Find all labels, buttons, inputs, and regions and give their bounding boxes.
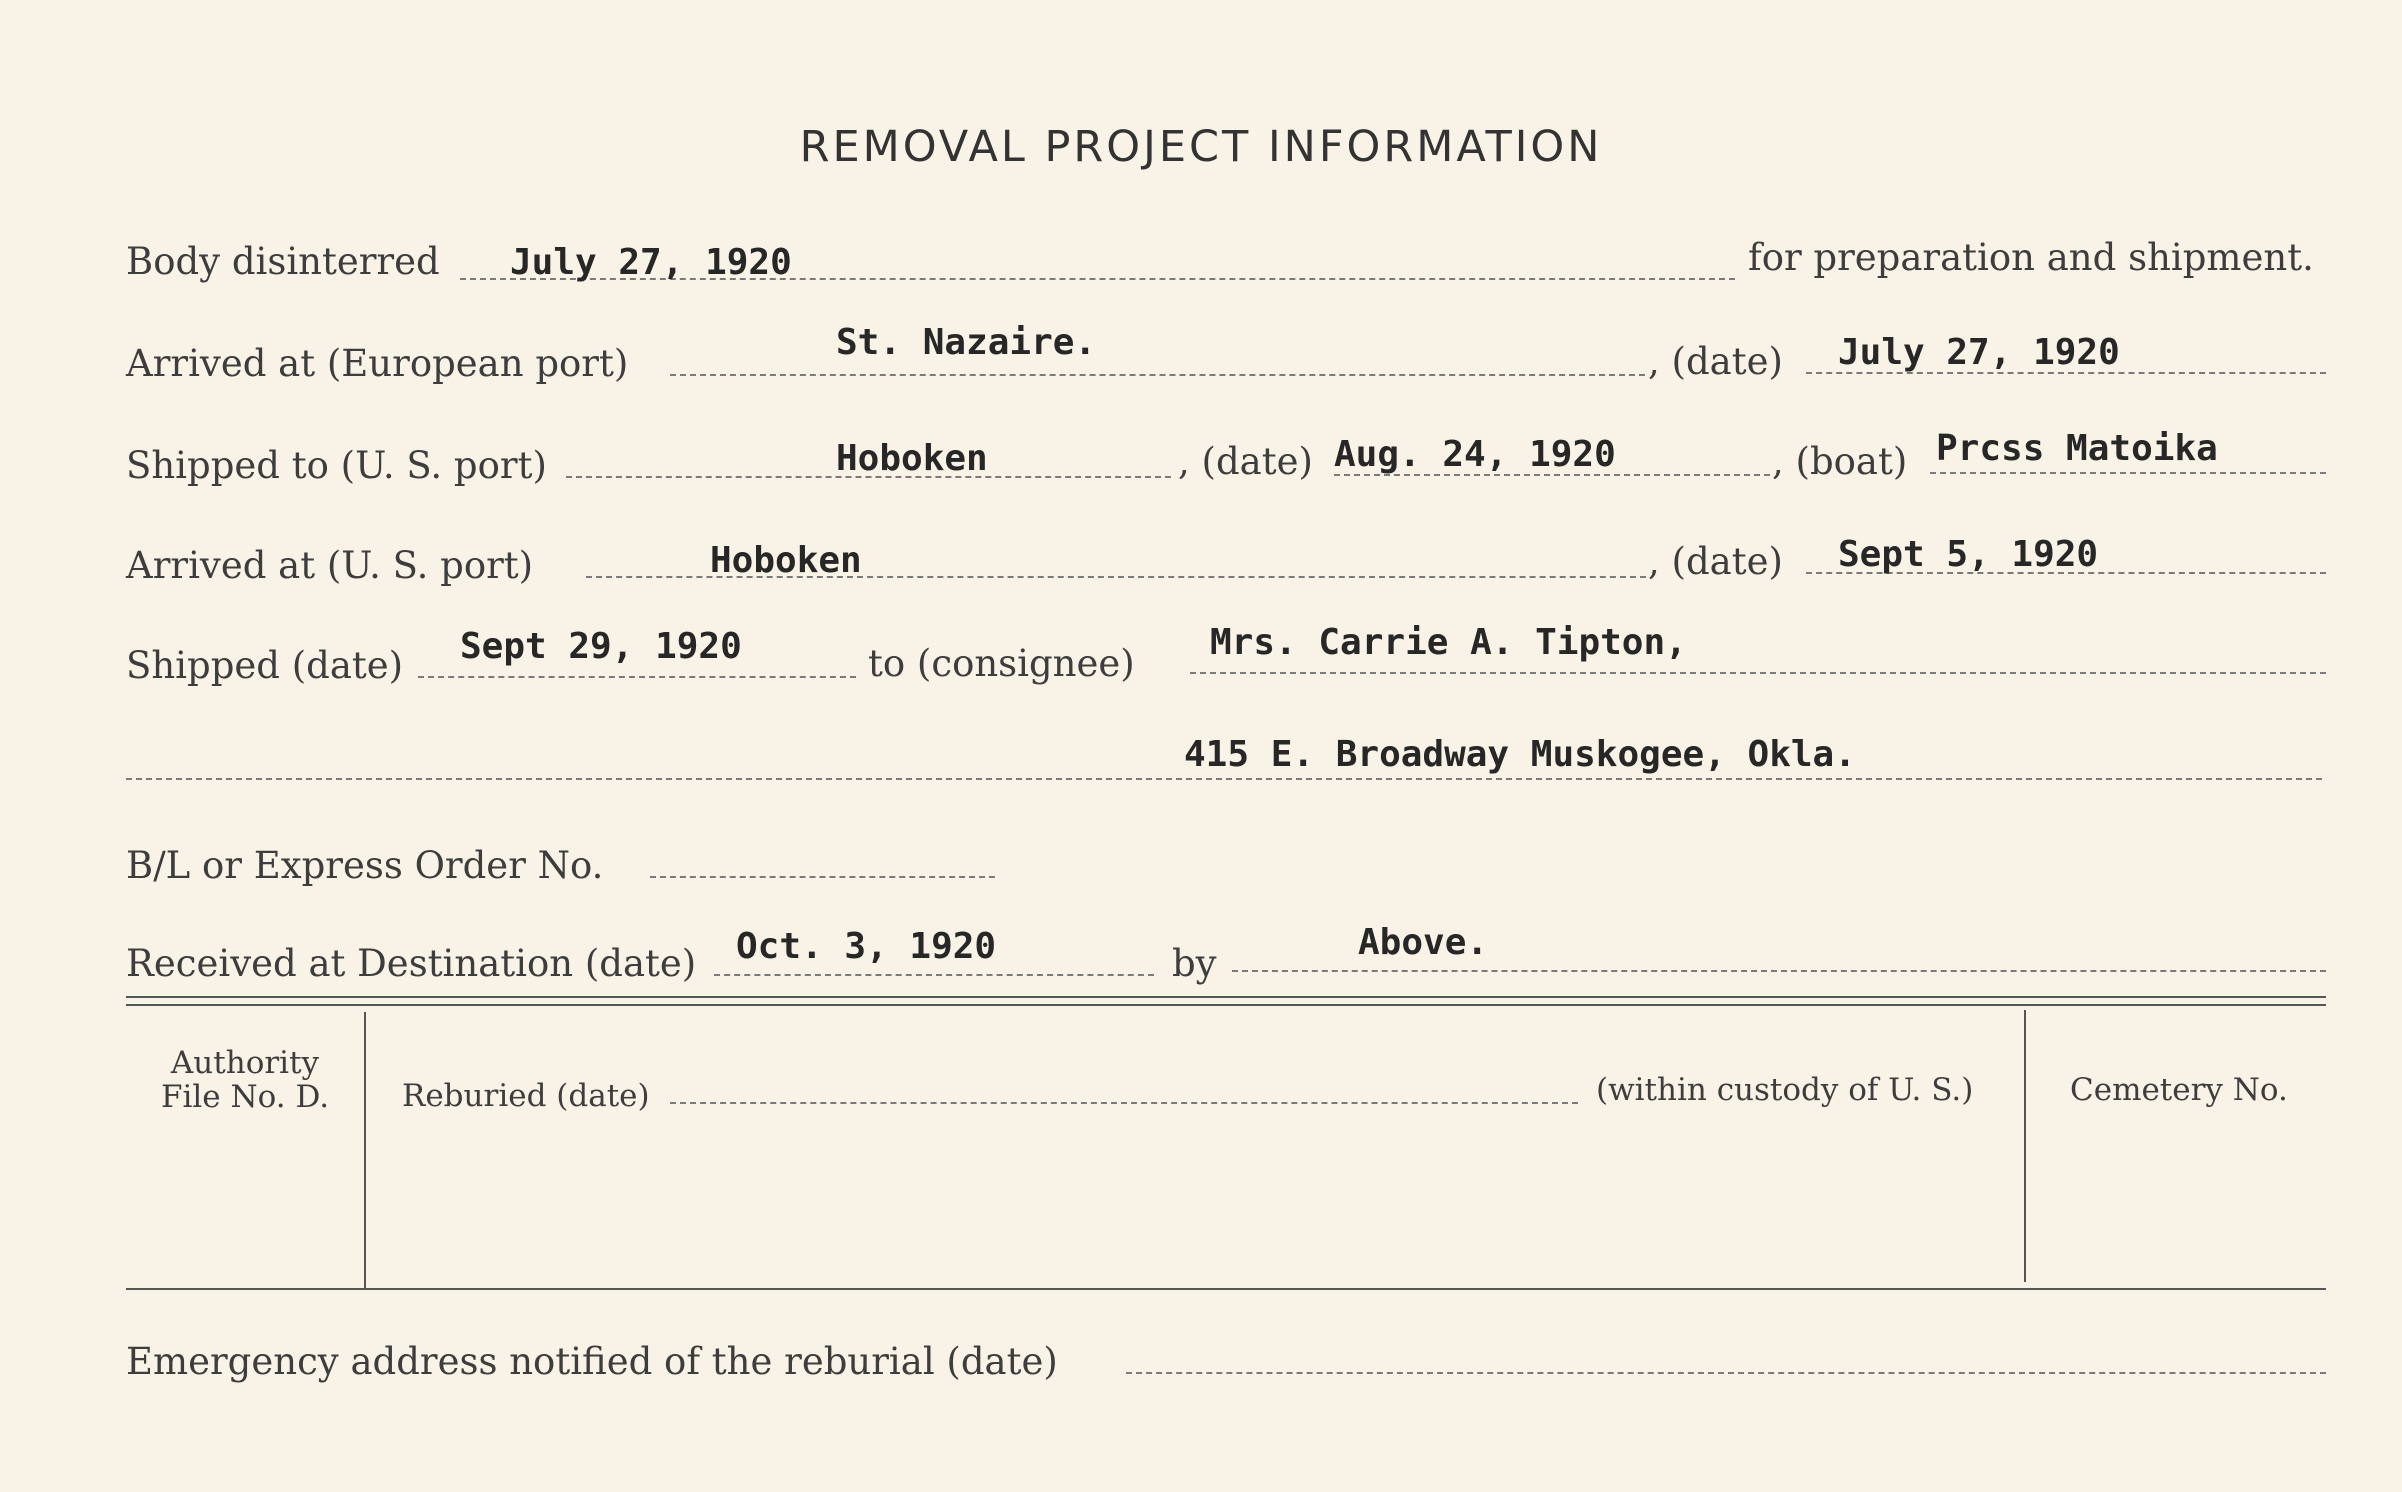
received-by-label: by bbox=[1172, 942, 1217, 985]
shipped-date-value: Sept 29, 1920 bbox=[460, 626, 742, 667]
authority-label bbox=[126, 1046, 364, 1114]
consignee-line bbox=[1190, 672, 2326, 674]
reburied-label: Reburied (date) bbox=[402, 1078, 650, 1114]
cemetery-label: Cemetery No. bbox=[2070, 1072, 2288, 1108]
arrived-europe-date-value: July 27, 1920 bbox=[1838, 332, 2120, 373]
disinterred-suffix: for preparation and shipment. bbox=[1748, 236, 2314, 279]
shipped-to-boat-value: Prcss Matoika bbox=[1936, 428, 2218, 469]
address-value: 415 E. Broadway Muskogee, Okla. bbox=[1184, 734, 1856, 775]
arrived-us-date-label: , (date) bbox=[1648, 540, 1783, 583]
box-top-rule-2 bbox=[126, 1004, 2326, 1006]
shipped-to-value: Hoboken bbox=[836, 438, 988, 479]
arrived-us-date-value: Sept 5, 1920 bbox=[1838, 534, 2099, 575]
shipped-date-line bbox=[418, 676, 856, 678]
card-title: REMOVAL PROJECT INFORMATION bbox=[799, 122, 1603, 172]
shipped-date-label: Shipped (date) bbox=[126, 644, 404, 687]
shipped-to-boat-label: , (boat) bbox=[1772, 440, 1908, 483]
box-bottom-rule bbox=[126, 1288, 2326, 1290]
emergency-label: Emergency address notified of the reburial (date) bbox=[126, 1340, 1058, 1383]
emergency-line bbox=[1126, 1372, 2326, 1374]
disinterred-label: Body disinterred bbox=[126, 240, 440, 283]
authority-line2: File No. D. bbox=[160, 1079, 330, 1115]
received-label: Received at Destination (date) bbox=[126, 942, 697, 985]
arrived-us-value: Hoboken bbox=[710, 540, 862, 581]
received-line bbox=[714, 974, 1154, 976]
arrived-europe-line bbox=[670, 374, 1645, 376]
authority-line1: Authority bbox=[170, 1045, 320, 1081]
reburied-line bbox=[670, 1102, 1578, 1104]
bl-line bbox=[650, 876, 995, 878]
box-left-divider bbox=[364, 1012, 366, 1288]
shipped-to-boat-line bbox=[1930, 472, 2326, 474]
shipped-to-date-label: , (date) bbox=[1178, 440, 1313, 483]
received-by-value: Above. bbox=[1358, 922, 1489, 963]
arrived-us-label: Arrived at (U. S. port) bbox=[126, 544, 534, 587]
arrived-europe-date-label: , (date) bbox=[1648, 340, 1783, 383]
received-by-line bbox=[1232, 970, 2326, 972]
consignee-value: Mrs. Carrie A. Tipton, bbox=[1210, 622, 1687, 663]
shipped-to-label: Shipped to (U. S. port) bbox=[126, 444, 547, 487]
custody-label: (within custody of U. S.) bbox=[1596, 1072, 1974, 1108]
shipped-to-date-value: Aug. 24, 1920 bbox=[1334, 434, 1616, 475]
arrived-europe-value: St. Nazaire. bbox=[836, 322, 1097, 363]
received-value: Oct. 3, 1920 bbox=[736, 926, 997, 967]
disinterred-value: July 27, 1920 bbox=[510, 242, 792, 283]
box-top-rule-1 bbox=[126, 996, 2326, 998]
consignee-label: to (consignee) bbox=[868, 642, 1135, 685]
address-line bbox=[126, 778, 2322, 780]
bl-label: B/L or Express Order No. bbox=[126, 844, 604, 887]
box-right-divider bbox=[2024, 1010, 2026, 1282]
arrived-europe-label: Arrived at (European port) bbox=[126, 342, 629, 385]
